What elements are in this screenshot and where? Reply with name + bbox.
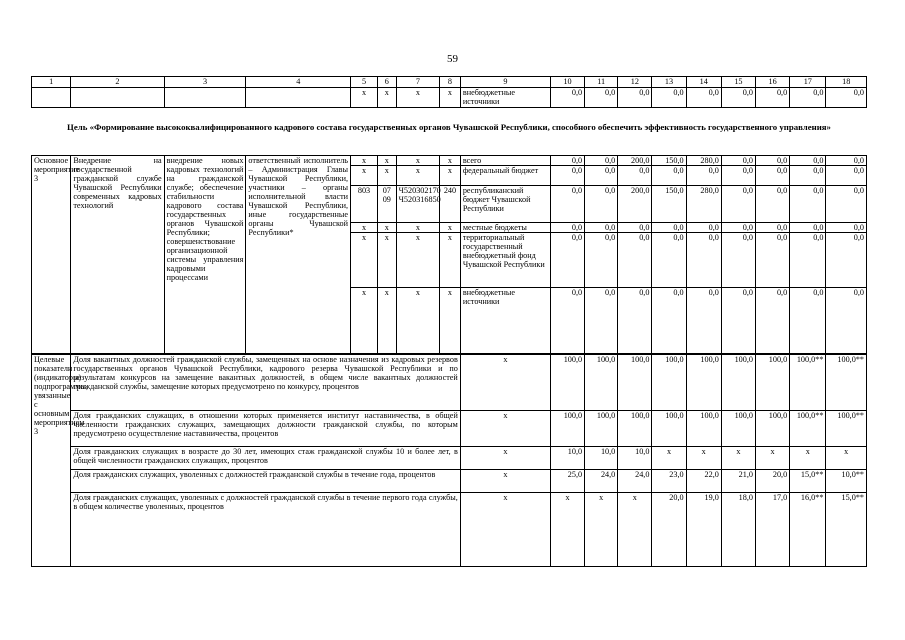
indicator-text: Доля гражданских служащих в возрасте до 30 лет, имеющих стаж гражданской службы 10 и более лет, в общей численности гражданских служащих, процентов [71,447,460,470]
value-cell: 150,0 [652,156,686,166]
col-number: 3 [164,77,246,88]
value-cell: 0,0 [756,288,790,354]
value-cell: 280,0 [686,186,721,223]
col-number: 14 [686,77,721,88]
indicators-table [31,354,867,567]
funding-source: внебюджетные источники [460,88,550,108]
cell: х [396,88,440,108]
value-cell: 0,0 [686,223,721,233]
value-cell: 10,0 [550,447,584,470]
value-cell: 25,0 [550,470,584,493]
value-cell: 0,0 [826,186,867,223]
indicator-text: Доля вакантных должностей гражданской службы, замещенных на основе назначения из кадровых резервов государственных органов Чувашской Республики, кадрового резерва Чувашской Республики и по результатам конкурсов на замещение вакантных должностей, в общем числе вакантных должностей гражданской службы, замещение которых предусмотрено по конкурсу, процентов [71,355,460,411]
cell: х [377,233,396,288]
value-cell: 0,0 [550,288,584,354]
header-table [31,76,867,108]
funding-source: местные бюджеты [460,223,550,233]
cell: х [396,288,440,354]
value-cell: х [585,493,618,567]
value-cell: 0,0 [652,88,686,108]
value-cell: х [618,493,652,567]
value-cell: 0,0 [721,186,755,223]
cell: х [440,288,461,354]
value-cell: 0,0 [721,166,755,186]
value-cell: 10,0 [618,447,652,470]
cell: х [460,355,550,411]
value-cell: 0,0 [618,233,652,288]
measure-table [31,155,867,354]
value-cell: 24,0 [618,470,652,493]
funding-source: всего [460,156,550,166]
value-cell: 100,0 [550,411,584,447]
value-cell: 23,0 [652,470,686,493]
cell: х [377,288,396,354]
value-cell: 100,0 [756,411,790,447]
value-cell: 15,0** [790,470,826,493]
value-cell: 0,0 [790,166,826,186]
col-number: 17 [790,77,826,88]
col-number: 2 [71,77,164,88]
cell: х [351,288,378,354]
funding-source: внебюджетные источники [460,288,550,354]
value-cell: 0,0 [790,88,826,108]
cell: х [460,470,550,493]
indicator-text: Доля гражданских служащих, уволенных с должностей гражданской службы в течение первого года службы, в общем количестве уволенных, процентов [71,493,460,567]
value-cell: 16,0** [790,493,826,567]
value-cell: 0,0 [550,233,584,288]
col-number: 8 [440,77,461,88]
value-cell: х [686,447,721,470]
value-cell: 100,0** [826,411,867,447]
value-cell: 100,0 [686,411,721,447]
measure-result: внедрение новых кадровых технологий на гражданской службе; обеспечение стабильности кадрового состава государственных органов Чувашской Республики; совершенствование организационной системы управления кадровыми процессами [164,156,246,354]
value-cell: 0,0 [550,156,584,166]
value-cell: 0,0 [618,288,652,354]
col-number: 1 [32,77,71,88]
cell: х [440,223,461,233]
cell: х [460,493,550,567]
cell: 07 09 [377,186,396,223]
value-cell: 0,0 [652,166,686,186]
value-cell: х [790,447,826,470]
col-number: 15 [721,77,755,88]
value-cell: х [721,447,755,470]
value-cell: 0,0 [618,88,652,108]
value-cell: 0,0 [826,233,867,288]
cell: х [396,223,440,233]
value-cell: 0,0 [652,288,686,354]
cell: х [440,166,461,186]
value-cell: 21,0 [721,470,755,493]
col-number: 13 [652,77,686,88]
value-cell: 100,0 [585,411,618,447]
value-cell: 0,0 [585,166,618,186]
value-cell: 0,0 [756,156,790,166]
cell: х [460,447,550,470]
measure-label: Основное мероприятие 3 [32,156,71,354]
cell: х [396,166,440,186]
funding-source: федеральный бюджет [460,166,550,186]
cell: х [377,166,396,186]
value-cell: 100,0 [550,355,584,411]
value-cell: 24,0 [585,470,618,493]
value-cell: 0,0 [585,288,618,354]
value-cell: 20,0 [756,470,790,493]
value-cell: 0,0 [686,166,721,186]
value-cell: 0,0 [550,186,584,223]
value-cell: 0,0 [686,233,721,288]
value-cell: 0,0 [790,156,826,166]
value-cell: 0,0 [585,156,618,166]
value-cell: 100,0 [652,355,686,411]
cell: Ч520302170 Ч520316850 [396,186,440,223]
value-cell: 0,0 [585,233,618,288]
value-cell: 0,0 [585,88,618,108]
value-cell: х [826,447,867,470]
value-cell: 0,0 [721,156,755,166]
cell: х [351,233,378,288]
table-row [32,493,867,567]
cell: х [440,88,461,108]
value-cell: 100,0 [686,355,721,411]
value-cell: х [756,447,790,470]
value-cell: 0,0 [721,223,755,233]
cell: х [351,223,378,233]
value-cell: 10,0 [585,447,618,470]
indicator-text: Доля гражданских служащих, уволенных с должностей гражданской службы в течение года, процентов [71,470,460,493]
cell: х [396,233,440,288]
value-cell: 0,0 [618,166,652,186]
value-cell: 100,0 [756,355,790,411]
col-number: 6 [377,77,396,88]
value-cell: 100,0 [652,411,686,447]
value-cell: 20,0 [652,493,686,567]
value-cell: 18,0 [721,493,755,567]
value-cell: 0,0 [826,88,867,108]
value-cell: 150,0 [652,186,686,223]
value-cell: 0,0 [826,156,867,166]
goal-title: Цель «Формирование высококвалифицированного кадрового состава государственных органов Чувашской Республики, способного обеспечить эффективность государственного управления» [67,122,831,132]
value-cell: 200,0 [618,186,652,223]
col-number: 16 [756,77,790,88]
value-cell: 15,0** [826,493,867,567]
value-cell: 0,0 [585,186,618,223]
value-cell: 100,0 [618,355,652,411]
cell: х [351,166,378,186]
value-cell: 0,0 [550,88,584,108]
value-cell: 100,0** [790,411,826,447]
col-number: 10 [550,77,584,88]
table-row [32,156,867,166]
cell: х [440,233,461,288]
value-cell: 0,0 [721,288,755,354]
value-cell: 0,0 [790,223,826,233]
value-cell: 0,0 [756,88,790,108]
col-number: 7 [396,77,440,88]
value-cell: 0,0 [790,288,826,354]
cell: х [377,156,396,166]
value-cell: 22,0 [686,470,721,493]
value-cell: 280,0 [686,156,721,166]
indicator-text: Доля гражданских служащих, в отношении которых применяется институт наставничества, в общей численности гражданских служащих, замещающих должности гражданской службы, по которым предусмотрено осуществление наставничества, процентов [71,411,460,447]
value-cell: х [550,493,584,567]
value-cell: 0,0 [618,223,652,233]
value-cell: 10,0** [826,470,867,493]
column-number-row [32,77,867,88]
cell: х [377,88,396,108]
value-cell: 0,0 [686,88,721,108]
value-cell: 100,0 [585,355,618,411]
value-cell: 100,0** [826,355,867,411]
value-cell: 0,0 [652,223,686,233]
value-cell: 0,0 [756,233,790,288]
cell: 240 [440,186,461,223]
col-number: 12 [618,77,652,88]
measure-executor: ответственный исполнитель – Администрация Главы Чувашской Республики, участники – органы исполнительной власти Чувашской Республики, иные государственные органы Чувашской Республики* [246,156,351,354]
table-row [32,88,867,108]
value-cell: 0,0 [721,88,755,108]
col-number: 18 [826,77,867,88]
funding-source: территориальный государственный внебюджетный фонд Чувашской Республики [460,233,550,288]
value-cell: 0,0 [790,233,826,288]
cell: х [351,88,378,108]
page-number: 59 [447,53,458,65]
value-cell: 0,0 [756,223,790,233]
value-cell: 0,0 [790,186,826,223]
value-cell: 100,0 [721,355,755,411]
cell: 803 [351,186,378,223]
value-cell: 0,0 [652,233,686,288]
value-cell: 0,0 [686,288,721,354]
value-cell: 0,0 [585,223,618,233]
cell: х [460,411,550,447]
value-cell: 0,0 [826,223,867,233]
col-number: 9 [460,77,550,88]
value-cell: 100,0 [618,411,652,447]
cell: х [396,156,440,166]
col-number: 4 [246,77,351,88]
value-cell: 200,0 [618,156,652,166]
table-row [32,447,867,470]
value-cell: х [652,447,686,470]
measure-name: Внедрение на государственной гражданской службе Чувашской Республики современных кадровых технологий [71,156,164,354]
value-cell: 0,0 [826,166,867,186]
value-cell: 19,0 [686,493,721,567]
value-cell: 0,0 [756,186,790,223]
table-row [32,470,867,493]
table-row [32,355,867,411]
value-cell: 0,0 [756,166,790,186]
table-row [32,411,867,447]
value-cell: 0,0 [826,288,867,354]
value-cell: 17,0 [756,493,790,567]
value-cell: 0,0 [550,223,584,233]
value-cell: 0,0 [550,166,584,186]
col-number: 5 [351,77,378,88]
value-cell: 100,0** [790,355,826,411]
funding-source: республиканский бюджет Чувашской Республики [460,186,550,223]
col-number: 11 [585,77,618,88]
value-cell: 100,0 [721,411,755,447]
cell: х [377,223,396,233]
value-cell: 0,0 [721,233,755,288]
cell: х [351,156,378,166]
cell: х [440,156,461,166]
indicators-label: Целевые показатели (индикаторы) подпрограммы, увязанные с основным мероприятием 3 [32,355,71,567]
